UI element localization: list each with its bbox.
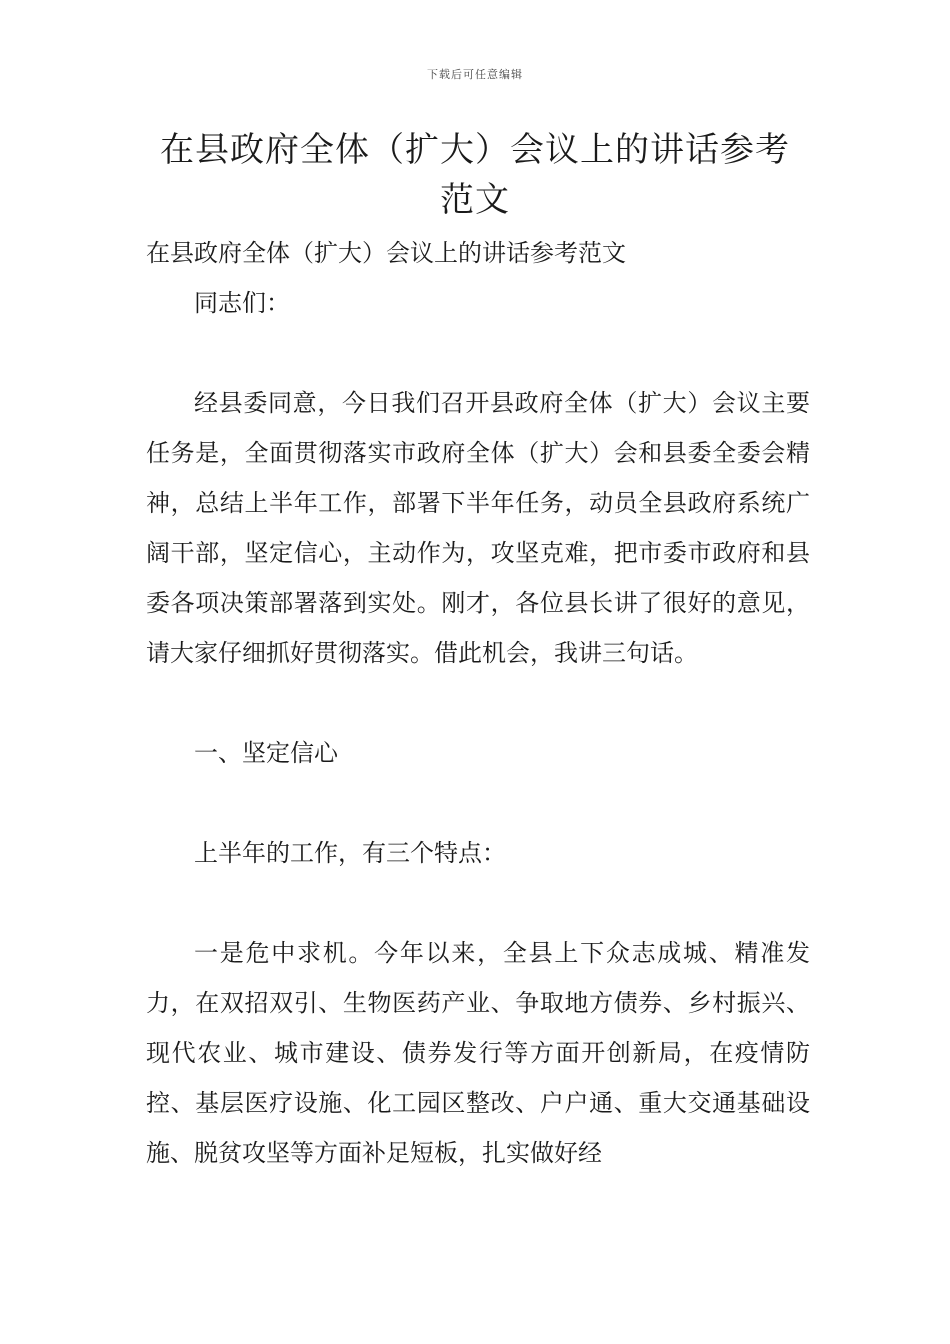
- paragraph-features-intro: 上半年的工作，有三个特点：: [194, 839, 506, 867]
- paragraph-gap: [146, 778, 810, 828]
- paragraph-gap: [146, 878, 810, 928]
- subtitle-line: 在县政府全体（扩大）会议上的讲话参考范文: [146, 239, 626, 267]
- paragraph-gap: [146, 678, 810, 728]
- section-heading-one: 一、坚定信心: [194, 739, 338, 767]
- header-note: 下载后可任意编辑: [427, 68, 523, 81]
- paragraph-gap: [146, 328, 810, 378]
- paragraph-intro: 经县委同意，今日我们召开县政府全体（扩大）会议主要任务是，全面贯彻落实市政府全体（扩大）会和县委全委会精神，总结上半年工作，部署下半年任务，动员全县政府系统广阔干部，坚定信心，主动作为，攻坚克难，把市委市政府和县委各项决策部署落到实处。刚才，各位县长讲了很好的意见，请大家仔细抓好贯彻落实。借此机会，我讲三句话。: [146, 389, 810, 667]
- paragraph-point-one: 一是危中求机。今年以来，全县上下众志成城、精准发力，在双招双引、生物医药产业、争取地方债券、乡村振兴、现代农业、城市建设、债券发行等方面开创新局，在疫情防控、基层医疗设施、化工园区整改、户户通、重大交通基础设施、脱贫攻坚等方面补足短板，扎实做好经: [146, 939, 810, 1167]
- salutation: 同志们：: [194, 289, 290, 317]
- document-body: [146, 228, 810, 1178]
- document-title: 在县政府全体（扩大）会议上的讲话参考范文: [160, 130, 790, 220]
